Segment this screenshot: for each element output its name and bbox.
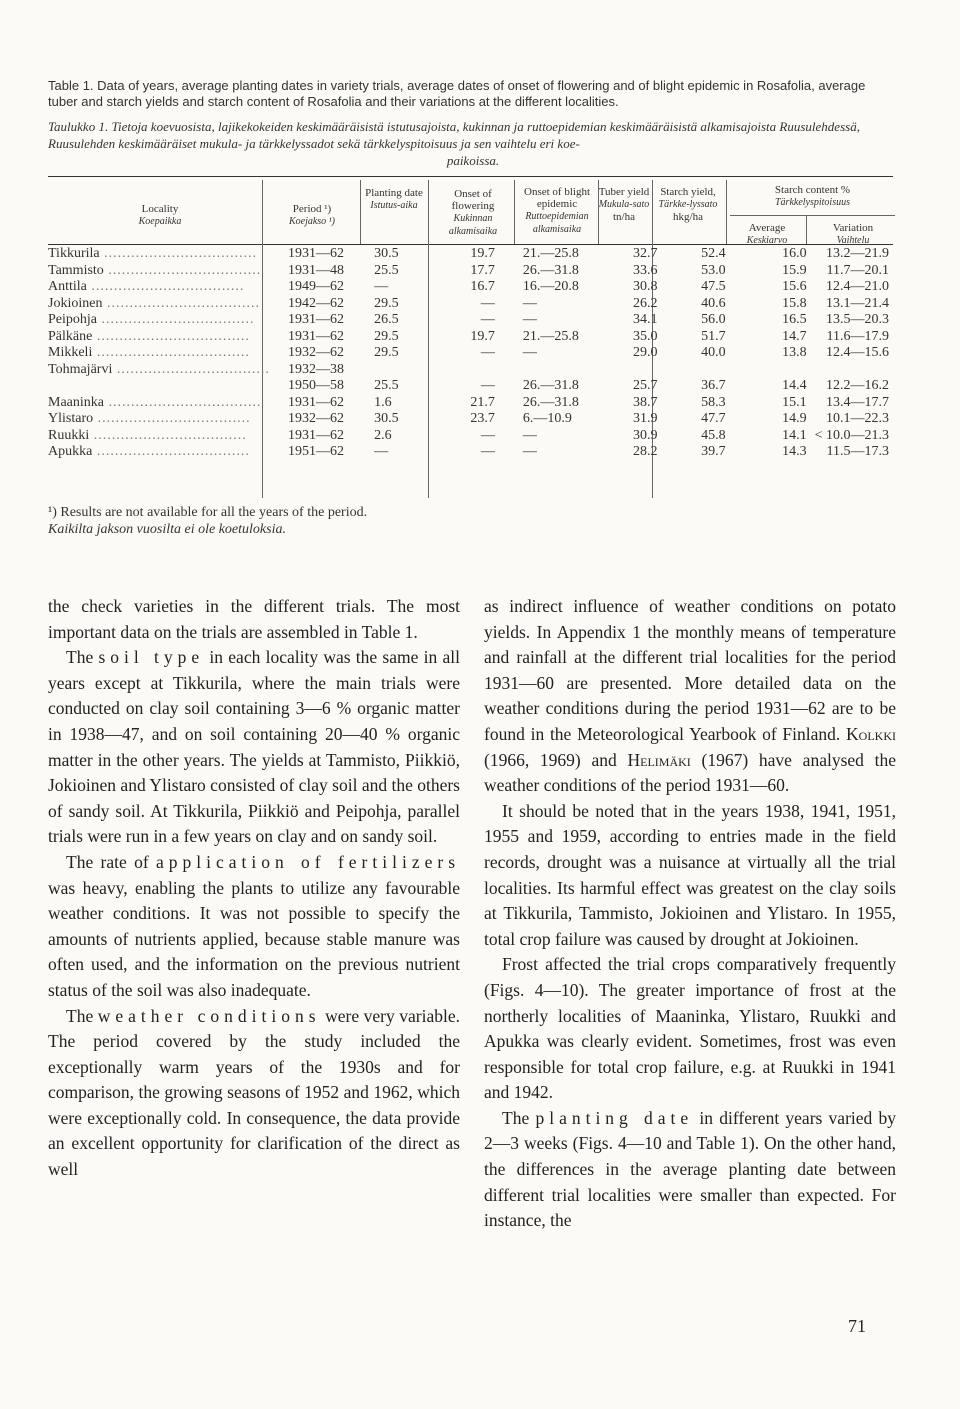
cell-locality: Tohmajärvi .................................. bbox=[48, 361, 270, 377]
cell-tuber: 34.1 bbox=[633, 312, 658, 327]
table-row bbox=[48, 279, 893, 296]
right-column bbox=[484, 594, 896, 1234]
cell-var bbox=[815, 362, 893, 379]
column-divider bbox=[514, 180, 515, 244]
cell-tuber: 26.2 bbox=[633, 295, 658, 311]
cell-tuber: 32.7 bbox=[633, 246, 658, 261]
cell-var: 10.1—22.3 bbox=[826, 411, 889, 426]
cell-blight: — bbox=[522, 345, 537, 360]
column-divider bbox=[726, 180, 727, 244]
table-row bbox=[48, 378, 893, 395]
table-row bbox=[48, 345, 893, 362]
cell-locality: Apukka .................................. bbox=[48, 444, 250, 459]
cell-planting: 1.6 bbox=[374, 394, 392, 410]
cell-avg: 15.6 bbox=[782, 279, 807, 294]
cell-locality: Ylistaro .................................. bbox=[48, 411, 251, 426]
table-row bbox=[48, 411, 893, 428]
cell-flowering: 19.7 bbox=[470, 328, 495, 344]
cell-flowering: — bbox=[480, 427, 495, 443]
table-row bbox=[48, 428, 893, 445]
cell-starch: 56.0 bbox=[701, 312, 726, 327]
cell-period: 1931—62 bbox=[287, 246, 344, 261]
cell-tuber: 30.9 bbox=[633, 427, 658, 443]
cell-var: 11.5—17.3 bbox=[826, 444, 889, 459]
paragraph: The soil type in each locality was the same in all years except at Tikkurila, where the main trials were conducted on clay soil containing 3—6 % organic matter in 1938—47, and on soil containing 20—40 % organic matter in the other years. The yields at Tammisto, Piikkiö, Jokioinen and Ylistaro consisted of clay soil and the others of sandy soil. At Tikkurila, Piikkiö and Peipohja, parallel trials were run in a few years on clay and on sandy soil. bbox=[48, 647, 461, 847]
cell-locality: Jokioinen .................................. bbox=[48, 295, 260, 311]
cell-starch: 45.8 bbox=[701, 427, 726, 443]
cell-avg: 14.1 bbox=[782, 427, 807, 443]
cell-flowering bbox=[422, 362, 512, 379]
cell-var: 11.7—20.1 bbox=[826, 262, 889, 278]
header-flowering: Onset of flowering Kukinnan alkamisaika bbox=[448, 188, 498, 237]
table-row bbox=[48, 395, 893, 412]
cell-planting: 2.6 bbox=[374, 427, 392, 443]
cell-locality: Tikkurila .................................. bbox=[48, 246, 258, 261]
table-row bbox=[48, 444, 893, 461]
cell-planting: 30.5 bbox=[374, 411, 399, 426]
cell-starch: 47.7 bbox=[701, 411, 726, 426]
table-caption-english: Table 1. Data of years, average planting dates in variety trials, average dates of onset of flowering and of blight epidemic in Rosafolia, average tuber and starch yields and starch content of Rosafolia and their variations at the different localities. bbox=[48, 78, 866, 109]
cell-var: < 10.0—21.3 bbox=[814, 427, 889, 443]
data-table bbox=[48, 246, 893, 461]
cell-flowering: 19.7 bbox=[470, 246, 495, 261]
cell-starch: 36.7 bbox=[701, 378, 726, 393]
caption-finnish-last: paikoissa. bbox=[446, 153, 500, 168]
cell-tuber: 33.6 bbox=[633, 262, 658, 278]
cell-var: 12.4—21.0 bbox=[826, 279, 889, 294]
page-number: 71 bbox=[848, 1316, 866, 1336]
cell-planting: 29.5 bbox=[374, 345, 399, 360]
cell-blight: 6.—10.9 bbox=[522, 411, 572, 426]
cell-blight: — bbox=[522, 295, 537, 311]
cell-tuber: 28.2 bbox=[633, 444, 658, 459]
cell-tuber: 25.7 bbox=[633, 378, 658, 393]
table-row bbox=[48, 329, 893, 346]
footnote-english: ¹) Results are not available for all the years of the period. bbox=[48, 505, 368, 520]
header-starch-yield: Starch yield, Tärkke-lyssato hkg/ha bbox=[658, 186, 718, 223]
header-variation: Variation Vaihtelu bbox=[832, 222, 874, 246]
table-row bbox=[48, 263, 893, 280]
cell-blight: 26.—31.8 bbox=[522, 378, 579, 393]
cell-blight bbox=[513, 362, 614, 379]
cell-tuber: 29.0 bbox=[633, 345, 658, 360]
cell-starch: 52.4 bbox=[701, 246, 726, 261]
header-starch-content: Starch content % Tärkkelyspitoisuus bbox=[774, 184, 851, 208]
cell-planting: 29.5 bbox=[374, 328, 399, 344]
cell-starch: 58.3 bbox=[701, 394, 726, 410]
cell-locality: Anttila .................................. bbox=[48, 279, 245, 294]
header-tuber: Tuber yield Mukula-sato tn/ha bbox=[598, 186, 650, 223]
table-row bbox=[48, 362, 893, 379]
paragraph: The planting date in different years varied by 2—3 weeks (Figs. 4—10 and Table 1). On the other hand, the differences in the average planting date between different trial localities were smaller than expected. For instance, the bbox=[484, 1107, 897, 1231]
cell-var: 13.4—17.7 bbox=[826, 394, 889, 410]
column-divider bbox=[806, 215, 807, 244]
paragraph: Frost affected the trial crops comparatively frequently (Figs. 4—10). The greater importance of frost at the northerly localities of Maaninka, Ylistaro, Ruukki and Apukka was clearly evident. Sometimes, frost was even responsible for total crop failure, e.g. at Ruukki in 1941 and 1942. bbox=[484, 954, 896, 1103]
cell-period: 1932—62 bbox=[287, 345, 344, 360]
cell-period: 1931—62 bbox=[287, 328, 344, 344]
column-divider bbox=[598, 180, 599, 244]
cell-period: 1949—62 bbox=[287, 279, 344, 294]
cell-avg: 15.1 bbox=[782, 394, 807, 410]
cell-tuber: 38.7 bbox=[633, 394, 658, 410]
cell-planting: — bbox=[374, 444, 389, 459]
cell-flowering: 23.7 bbox=[470, 411, 495, 426]
cell-flowering: 16.7 bbox=[470, 279, 495, 294]
cell-avg bbox=[750, 362, 815, 379]
cell-avg: 16.5 bbox=[782, 312, 807, 327]
cell-avg: 15.8 bbox=[782, 295, 807, 311]
column-divider bbox=[360, 180, 361, 244]
cell-flowering: 21.7 bbox=[470, 394, 495, 410]
cell-tuber: 35.0 bbox=[633, 328, 658, 344]
table-row bbox=[48, 246, 893, 263]
cell-var: 12.4—15.6 bbox=[826, 345, 889, 360]
cell-tuber: 31.9 bbox=[633, 411, 658, 426]
cell-planting: 25.5 bbox=[374, 378, 399, 393]
cell-avg: 14.3 bbox=[782, 444, 807, 459]
cell-flowering: — bbox=[480, 312, 495, 327]
header-subdivider bbox=[730, 215, 895, 216]
paragraph: as indirect influence of weather conditions on potato yields. In Appendix 1 the monthly means of temperature and rainfall at the different trial localities for the period 1931—60 are presented. More detailed data on the weather conditions during the period 1931—62 are to be found in the Meteorological Yearbook of Finland. Kolkki (1966, 1969) and Helimäki (1967) have analysed the weather conditions of the period 1931—60. bbox=[484, 596, 897, 796]
cell-period: 1951—62 bbox=[287, 444, 344, 459]
cell-starch: 51.7 bbox=[701, 328, 726, 344]
cell-starch: 40.0 bbox=[701, 345, 726, 360]
left-column bbox=[48, 594, 460, 1183]
cell-planting: 25.5 bbox=[374, 262, 399, 278]
cell-tuber bbox=[613, 362, 677, 379]
cell-period: 1931—62 bbox=[287, 427, 344, 443]
cell-locality: Tammisto .................................. bbox=[48, 262, 262, 278]
cell-starch: 40.6 bbox=[701, 295, 726, 311]
paragraph: It should be noted that in the years 1938, 1941, 1951, 1955 and 1959, according to entries made in the field records, drought was a nuisance at virtually all the trial localities. Its harmful effect was greatest on the clay soils at Tikkurila, Tammisto, Jokioinen and Ylistaro. In 1955, total crop failure was caused by drought at Jokioinen. bbox=[484, 800, 896, 949]
header-blight: Onset of blight epidemic Ruttoepidemian alkamisaika bbox=[524, 186, 590, 235]
cell-locality: Pälkäne .................................. bbox=[48, 328, 250, 344]
cell-blight: 16.—20.8 bbox=[522, 279, 579, 294]
header-period: Period ¹) Koejakso ¹) bbox=[288, 203, 336, 227]
cell-period: 1950—58 bbox=[287, 378, 344, 393]
cell-locality: Peipohja .................................. bbox=[48, 312, 255, 327]
cell-avg: 16.0 bbox=[782, 246, 807, 261]
cell-period: 1942—62 bbox=[287, 295, 344, 311]
cell-blight: 21.—25.8 bbox=[522, 328, 579, 344]
cell-flowering: 17.7 bbox=[470, 262, 495, 278]
cell-avg: 15.9 bbox=[782, 262, 807, 278]
caption-finnish-main: Taulukko 1. Tietoja koevuosista, lajikekokeiden keskimääräisistä istutusajoista, kukinnan ja ruttoepidemian keskimääräisistä alkamisajoista Ruusulehdessä, Ruusulehden keskimääräiset mukula- ja tärkkelyssadot sekä tärkkelyspitoisuus ja sen vaihtelu eri koe- bbox=[48, 119, 860, 151]
cell-starch: 47.5 bbox=[701, 279, 726, 294]
cell-period: 1932—62 bbox=[287, 411, 344, 426]
cell-period: 1931—48 bbox=[287, 262, 344, 278]
cell-var: 13.5—20.3 bbox=[826, 312, 889, 327]
table-caption-finnish bbox=[48, 118, 898, 169]
paragraph: The rate of application of fertilizers was heavy, enabling the plants to utilize any favourable weather conditions. It was not possible to specify the amounts of nutrients applied, because stable manure was often used, and the information on the previous nutrient status of the soil was also inadequate. bbox=[48, 851, 460, 1000]
cell-avg: 14.9 bbox=[782, 411, 807, 426]
header-locality: Locality Koepaikka bbox=[138, 203, 182, 227]
cell-var: 13.2—21.9 bbox=[826, 246, 889, 261]
cell-blight: — bbox=[522, 312, 537, 327]
table-row bbox=[48, 296, 893, 313]
cell-avg: 14.7 bbox=[782, 328, 807, 344]
cell-locality: Mikkeli .................................. bbox=[48, 345, 250, 360]
cell-var: 12.2—16.2 bbox=[826, 378, 889, 393]
cell-flowering: — bbox=[480, 444, 495, 459]
table-row bbox=[48, 312, 893, 329]
cell-starch: 39.7 bbox=[701, 444, 726, 459]
table-footnote bbox=[48, 504, 367, 538]
header-planting: Planting date Istutus-aika bbox=[365, 187, 423, 211]
cell-avg: 14.4 bbox=[782, 378, 807, 393]
cell-blight: — bbox=[522, 427, 537, 443]
cell-blight: — bbox=[522, 444, 537, 459]
cell-period: 1931—62 bbox=[287, 394, 344, 410]
cell-starch bbox=[677, 362, 749, 379]
cell-blight: 21.—25.8 bbox=[522, 246, 579, 261]
cell-var: 11.6—17.9 bbox=[826, 328, 889, 344]
cell-locality bbox=[48, 378, 270, 395]
cell-locality: Ruukki .................................. bbox=[48, 427, 247, 443]
cell-planting: — bbox=[374, 279, 389, 294]
cell-planting bbox=[362, 362, 422, 379]
cell-flowering: — bbox=[480, 345, 495, 360]
header-average: Average Keskiarvo bbox=[746, 222, 788, 246]
cell-blight: 26.—31.8 bbox=[522, 394, 579, 410]
cell-period: 1931—62 bbox=[287, 312, 344, 327]
cell-period: 1932—38 bbox=[287, 361, 344, 377]
cell-locality: Maaninka .................................. bbox=[48, 394, 262, 410]
paragraph: the check varieties in the different trials. The most important data on the trials are assembled in Table 1. bbox=[48, 596, 460, 642]
cell-starch: 53.0 bbox=[701, 262, 726, 278]
footnote-finnish: Kaikilta jakson vuosilta ei ole koetuloksia. bbox=[48, 522, 286, 537]
cell-flowering: — bbox=[480, 295, 495, 311]
cell-flowering: — bbox=[480, 378, 495, 393]
table-header-rule bbox=[48, 244, 893, 245]
cell-planting: 26.5 bbox=[374, 312, 399, 327]
cell-planting: 29.5 bbox=[374, 295, 399, 311]
cell-planting: 30.5 bbox=[374, 246, 399, 261]
cell-avg: 13.8 bbox=[782, 345, 807, 360]
paragraph: The weather conditions were very variable. The period covered by the study included the exceptionally warm years of the 1930s and for comparison, the growing seasons of 1952 and 1962, which were exceptionally cold. In consequence, the data provide an excellent opportunity for clarification of the direct as well bbox=[48, 1005, 460, 1180]
cell-var: 13.1—21.4 bbox=[826, 295, 889, 311]
table-top-rule bbox=[48, 176, 893, 177]
cell-blight: 26.—31.8 bbox=[522, 262, 579, 278]
cell-tuber: 30.8 bbox=[633, 279, 658, 294]
